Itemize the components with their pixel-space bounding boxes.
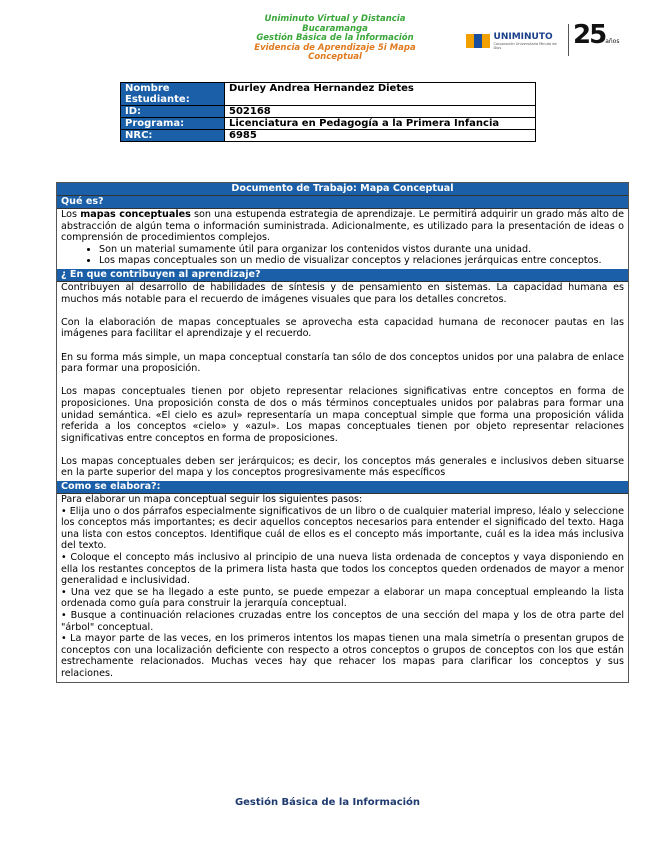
document-header: [230, 15, 440, 63]
page-footer: Gestión Básica de la Información: [234, 797, 421, 808]
contribution-paragraph-2: Con la elaboración de mapas conceptuales se aprovecha esta capacidad humana de reconocer pautas en las imágenes para facilitar el aprendizaje y el recuerdo.: [61, 316, 624, 340]
section-heading-contribution: ¿ En que contribuyen al aprendizaje?: [57, 269, 628, 282]
uniminuto-logo-icon: [466, 34, 490, 48]
info-value-nrc: 6985: [225, 130, 536, 142]
logo-divider: [568, 24, 569, 56]
info-key-id: ID:: [121, 106, 225, 118]
what-is-paragraph: [61, 209, 624, 244]
anniversary-number: 25: [573, 20, 606, 50]
how-to-step-1: • Elija uno o dos párrafos especialmente significativos de un libro o de cualquier material impreso, léalo y seleccione los conceptos más importantes; es decir aquellos conceptos necesarios para entender el significado del texto. Haga una lista con estos conceptos. Identifique cuál de ellos es el concepto más importante, cuál es la idea más inclusiva del texto.: [61, 505, 624, 552]
header-line-evidence-cont: Conceptual: [308, 52, 362, 62]
worksheet-box: [56, 182, 629, 683]
section-body-what-is: [57, 209, 628, 269]
info-row-id: [121, 106, 536, 118]
header-line-university: Uniminuto Virtual y Distancia: [264, 14, 406, 24]
how-to-step-5: • La mayor parte de las veces, en los primeros intentos los mapas tienen una mala simetría o presentan grupos de conceptos con una localización deficiente con respecto a otros conceptos o grupos de conceptos con los que están estrechamente relacionados. Muchas veces hay que rehacer los mapas para clarificar los conceptos y sus relaciones.: [61, 633, 624, 679]
how-to-step-3: • Una vez que se ha llegado a este punto, se puede empezar a elaborar un mapa conceptual empleando la lista ordenada como guía para construir la jerarquía conceptual.: [61, 586, 624, 610]
student-info-table: [120, 82, 536, 142]
header-line-city: Bucaramanga: [302, 23, 368, 34]
what-is-text-rest: son una estupenda estrategia de aprendizaje. Le permitirá adquirir un grado más alto de abstracción de algún tema o información suministrada. Adicionalmente, es utilizado para la presentación de ideas o comprensión de procedimientos complejos.: [61, 209, 624, 244]
info-row-name: [121, 83, 536, 106]
what-is-text-start: Los: [61, 209, 81, 220]
what-is-bullet-2: • Los mapas conceptuales son un medio de visualizar conceptos y relaciones jerárquicas entre conceptos.: [99, 255, 624, 267]
anniversary-label: años: [605, 38, 620, 45]
how-to-intro: Para elaborar un mapa conceptual seguir los siguientes pasos:: [61, 494, 363, 506]
info-row-program: [121, 118, 536, 130]
what-is-bullet-list: [61, 244, 624, 267]
section-heading-how-to: Como se elabora?:: [57, 481, 628, 494]
info-value-name: Durley Andrea Hernandez Dietes: [225, 83, 536, 106]
anniversary-logo: [573, 20, 619, 50]
header-line-evidence: Evidencia de Aprendizaje 5i Mapa: [254, 42, 416, 53]
info-value-program: Licenciatura en Pedagogía a la Primera Infancia: [225, 118, 536, 130]
info-key-name: Nombre Estudiante:: [121, 83, 225, 106]
what-is-keyword: mapas conceptuales: [80, 209, 191, 220]
uniminuto-logo: [466, 30, 564, 52]
header-line-course: Gestión Básica de la Información: [256, 33, 414, 43]
contribution-paragraph-3: En su forma más simple, un mapa conceptual constaría tan sólo de dos conceptos unidos por una palabra de enlace para formar una proposición.: [61, 351, 624, 375]
worksheet-title: Documento de Trabajo: Mapa Conceptual: [57, 183, 628, 196]
what-is-bullet-1: • Son un material sumamente útil para organizar los contenidos vistos durante una unidad.: [99, 244, 624, 256]
how-to-step-4: • Busque a continuación relaciones cruzadas entre los conceptos de una sección del mapa y los de otra parte del "árbol" conceptual.: [61, 610, 624, 633]
section-body-how-to: [57, 494, 628, 682]
section-heading-what-is: Qué es?: [57, 196, 628, 209]
how-to-step-2: • Coloque el concepto más inclusivo al principio de una nueva lista ordenada de conceptos y vaya disponiendo en ella los restantes conceptos de la primera lista hasta que todos los conceptos queden ordenados de mayor a menor generalidad e inclusividad.: [61, 552, 624, 587]
uniminuto-logo-subtitle: Corporación Universitaria Minuto de Dios: [493, 41, 557, 50]
info-key-program: Programa:: [121, 118, 225, 130]
info-value-id: 502168: [225, 106, 536, 118]
contribution-paragraph-4: Los mapas conceptuales tienen por objeto representar relaciones significativas entre conceptos en forma de proposiciones. Una proposición consta de dos o más términos conceptuales unidos por palabras para formar una unidad semántica. «El cielo es azul» representaría un mapa conceptual simple que forma una proposición válida referida a los conceptos «cielo» y «azul». Los mapas conceptuales tienen por objeto representar relaciones significativas entre conceptos en forma de proposiciones.: [61, 386, 624, 444]
contribution-paragraph-5: Los mapas conceptuales deben ser jerárquicos; es decir, los conceptos más generales e inclusivos deben situarse en la parte superior del mapa y los conceptos progresivamente más específicos: [61, 455, 624, 479]
section-body-contribution: [57, 282, 628, 481]
contribution-paragraph-1: Contribuyen al desarrollo de habilidades de síntesis y de pensamiento en sistemas. La capacidad humana es muchos más notable para el recuerdo de imágenes visuales que para los detalles concretos.: [61, 281, 624, 305]
uniminuto-logo-name: UNIMINUTO: [493, 31, 553, 42]
info-key-nrc: NRC:: [121, 130, 225, 142]
info-row-nrc: [121, 130, 536, 142]
